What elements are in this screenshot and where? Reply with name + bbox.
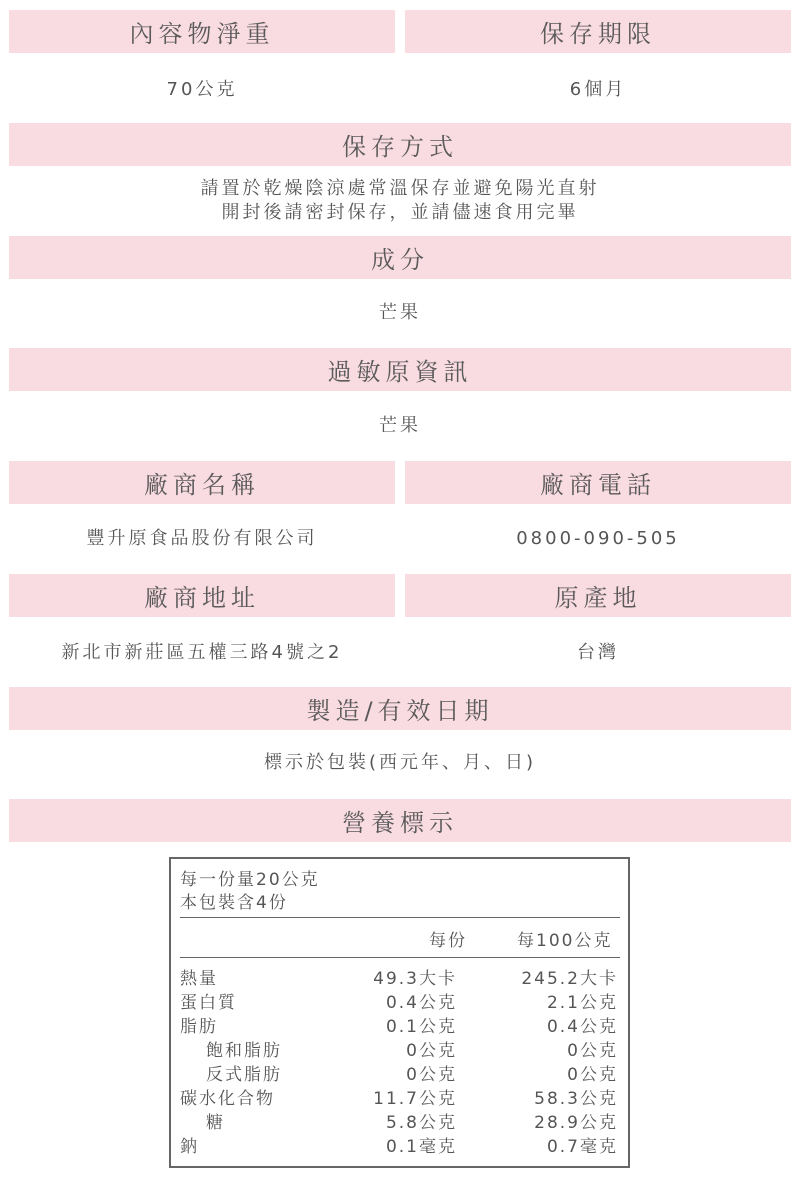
nutrient-name: 蛋白質 [180,993,237,1013]
per-serving-value: 0.1毫克 [385,1137,457,1157]
per-100g-value: 0公克 [567,1065,618,1085]
divider-mid [180,957,620,958]
allergen-header: 過敏原資訊 [9,348,791,391]
storage-value [9,176,791,226]
per-serving-value: 0公克 [406,1065,457,1085]
per-100g-value: 0公克 [567,1041,618,1061]
ingredients-header: 成分 [9,236,791,279]
table-row [180,991,618,1015]
per-serving-value: 0公克 [406,1041,457,1061]
nutrient-name: 脂肪 [180,1017,218,1037]
nutrient-name: 鈉 [180,1137,199,1157]
maker-name-value: 豐升原食品股份有限公司 [86,528,318,549]
ingredients-value: 芒果 [379,302,421,323]
storage-header: 保存方式 [9,123,791,166]
nutrient-name: 糖 [206,1113,225,1133]
col-per-100g-header: 每100公克 [517,931,613,951]
storage-line-2: 開封後請密封保存，並請儘速食用完畢 [221,202,579,223]
origin-value: 台灣 [577,642,619,663]
per-100g-value: 58.3公克 [534,1089,618,1109]
dates-value: 標示於包裝(西元年、月、日) [263,752,537,773]
maker-name-header: 廠商名稱 [9,461,395,504]
allergen-value: 芒果 [379,415,421,436]
per-serving-value: 0.1公克 [385,1017,457,1037]
maker-phone-header: 廠商電話 [405,461,791,504]
nutrient-name: 熱量 [180,969,218,989]
per-100g-value: 2.1公克 [546,993,618,1013]
per-serving-value: 49.3大卡 [373,969,457,989]
serving-size: 每一份量20公克 [180,870,320,890]
serving-info [180,869,320,915]
per-100g-value: 28.9公克 [534,1113,618,1133]
table-row [180,1039,618,1063]
net-weight-value: 70公克 [166,79,238,100]
nutrient-rows [180,967,618,1159]
origin-header: 原產地 [405,574,791,617]
per-serving-value: 5.8公克 [385,1113,457,1133]
maker-address-value: 新北市新莊區五權三路4號之2 [61,642,343,663]
nutrition-header: 營養標示 [9,799,791,842]
nutrient-name: 碳水化合物 [180,1089,275,1109]
net-weight-header: 內容物淨重 [9,10,395,53]
per-serving-value: 11.7公克 [373,1089,457,1109]
shelf-life-value: 6個月 [569,79,627,100]
table-row [180,1063,618,1087]
table-row [180,1087,618,1111]
divider-top [180,917,620,918]
per-100g-value: 245.2大卡 [521,969,618,989]
per-serving-value: 0.4公克 [385,993,457,1013]
table-row [180,1111,618,1135]
table-row [180,967,618,991]
col-per-serving-header: 每份 [429,931,467,951]
table-row [180,1135,618,1159]
storage-line-1: 請置於乾燥陰涼處常溫保存並避免陽光直射 [200,178,600,199]
nutrition-table [169,857,630,1168]
per-100g-value: 0.7毫克 [546,1137,618,1157]
dates-header: 製造/有效日期 [9,687,791,730]
per-100g-value: 0.4公克 [546,1017,618,1037]
servings-per-package: 本包裝含4份 [180,893,288,913]
table-row [180,1015,618,1039]
nutrient-name: 飽和脂肪 [206,1041,282,1061]
nutrient-name: 反式脂肪 [206,1065,282,1085]
maker-address-header: 廠商地址 [9,574,395,617]
maker-phone-value: 0800-090-505 [516,528,680,549]
shelf-life-header: 保存期限 [405,10,791,53]
